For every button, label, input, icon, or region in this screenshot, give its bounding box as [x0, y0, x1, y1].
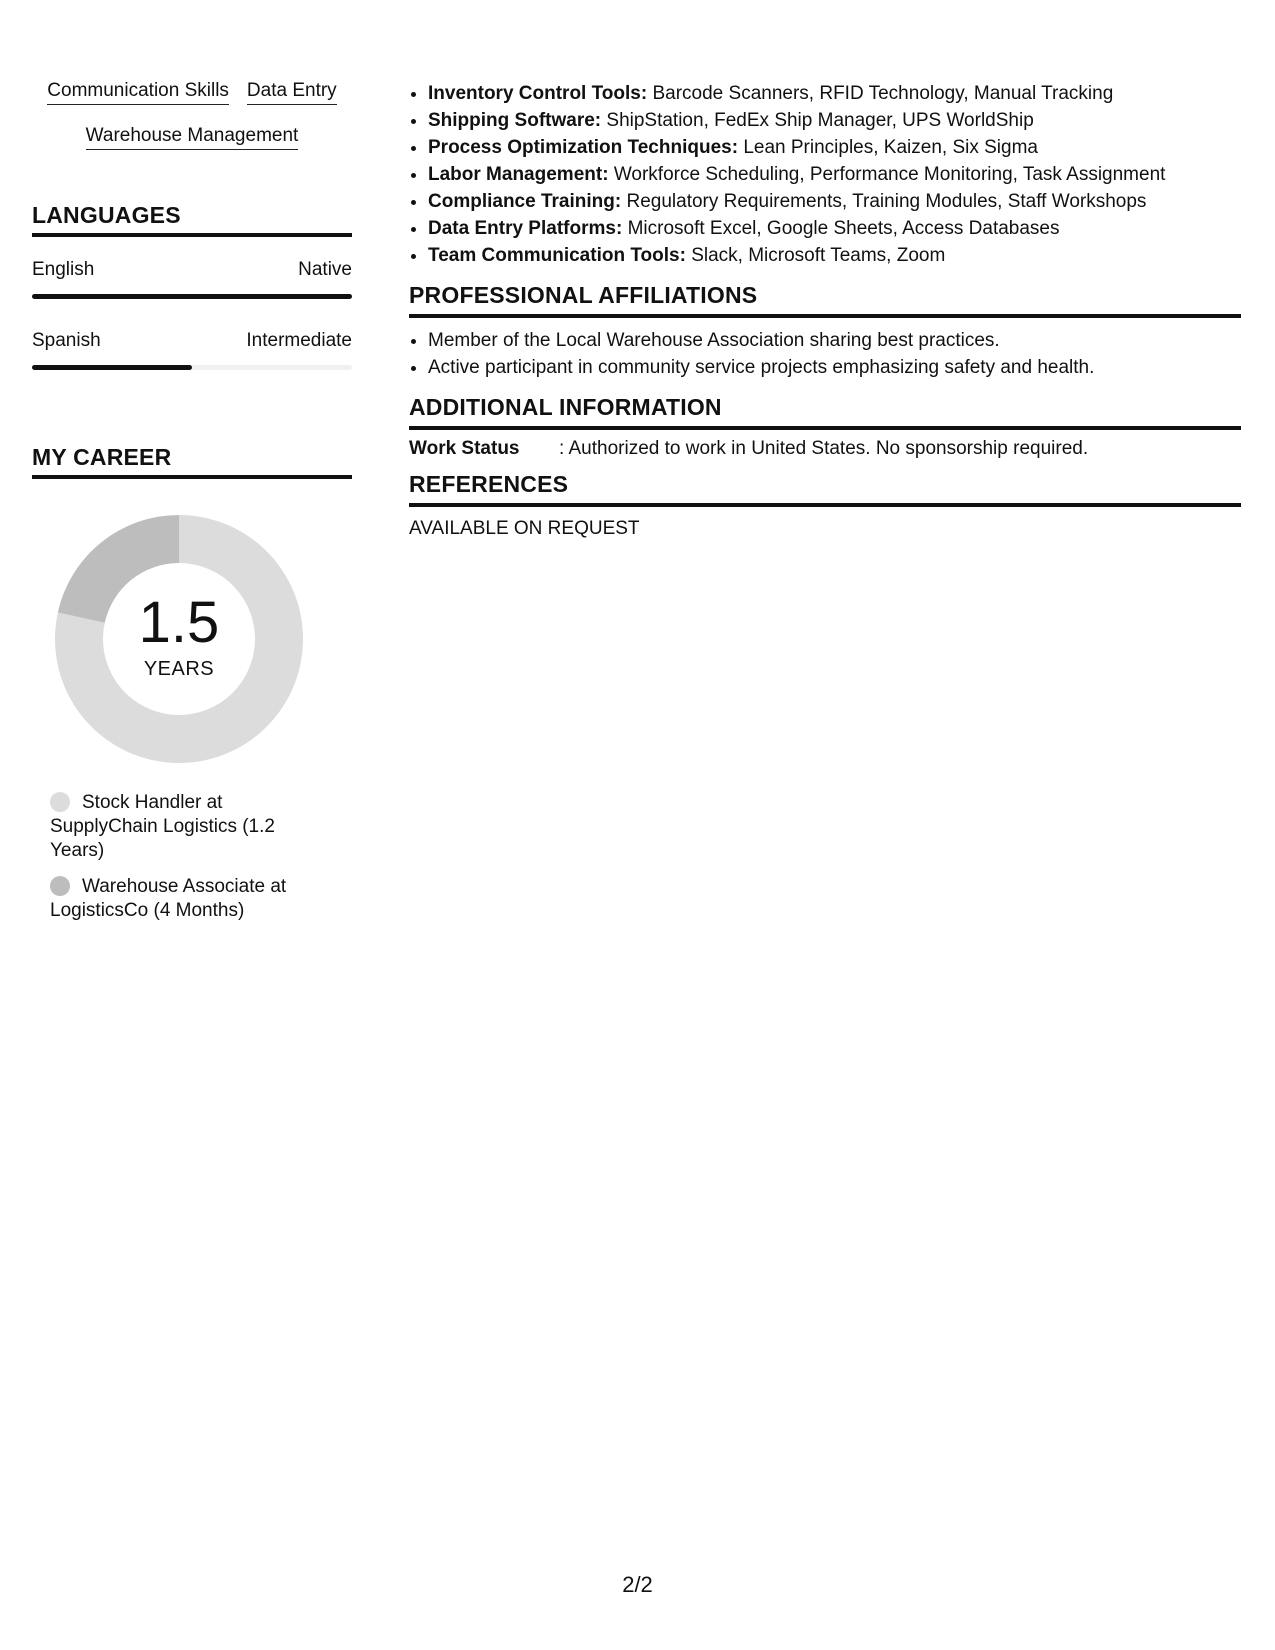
career-legend-item	[50, 791, 300, 863]
language-proficiency-fill	[32, 294, 352, 299]
career-heading: MY CAREER	[32, 444, 352, 479]
references-text: AVAILABLE ON REQUEST	[409, 518, 640, 539]
skill-tags	[32, 80, 352, 150]
skill-tag-data-entry[interactable]: Data Entry	[247, 80, 337, 105]
career-legend	[50, 791, 300, 923]
work-status-label: Work Status	[409, 438, 520, 459]
language-proficiency-bar	[32, 365, 352, 370]
language-proficiency-fill	[32, 365, 192, 370]
skill-tags-row-2	[32, 125, 352, 150]
skill-tag-communication[interactable]: Communication Skills	[47, 80, 229, 105]
career-total-value: 1.5	[138, 590, 220, 655]
work-status-row	[409, 438, 1241, 460]
career-role-label: Warehouse Associate at LogisticsCo (4 Months)	[50, 876, 287, 921]
tools-list	[409, 80, 1241, 269]
right-column	[409, 80, 1241, 540]
tools-list-item: • Shipping Software: ShipStation, FedEx Ship Manager, UPS WorldShip	[428, 107, 1241, 134]
language-item-english	[32, 259, 352, 299]
references-heading: REFERENCES	[409, 471, 1241, 507]
tools-list-item: • Compliance Training: Regulatory Requirements, Training Modules, Staff Workshops	[428, 188, 1241, 215]
language-name: Spanish	[32, 330, 101, 351]
legend-dot-icon	[50, 792, 70, 812]
additional-info-heading: ADDITIONAL INFORMATION	[409, 394, 1241, 430]
career-legend-item	[50, 875, 300, 923]
affiliations-heading: PROFESSIONAL AFFILIATIONS	[409, 282, 1241, 318]
career-donut-chart	[55, 515, 303, 763]
tools-list-item: • Data Entry Platforms: Microsoft Excel, Google Sheets, Access Databases	[428, 215, 1241, 242]
language-level: Native	[298, 259, 352, 280]
tools-list-item: • Team Communication Tools: Slack, Microsoft Teams, Zoom	[428, 242, 1241, 269]
page-number: 2/2	[622, 1572, 653, 1597]
affiliations-list	[409, 327, 1241, 381]
language-item-spanish	[32, 330, 352, 370]
tools-list-item: • Labor Management: Workforce Scheduling, Performance Monitoring, Task Assignment	[428, 161, 1241, 188]
affiliation-item: • Member of the Local Warehouse Association sharing best practices.	[428, 327, 1241, 354]
affiliation-item: • Active participant in community service projects emphasizing safety and health.	[428, 354, 1241, 381]
work-status-value: : Authorized to work in United States. No sponsorship required.	[559, 438, 1089, 459]
legend-dot-icon	[50, 876, 70, 896]
tools-list-item: • Process Optimization Techniques: Lean Principles, Kaizen, Six Sigma	[428, 134, 1241, 161]
languages-heading: LANGUAGES	[32, 202, 352, 237]
language-level: Intermediate	[246, 330, 352, 351]
skill-tag-warehouse-management[interactable]: Warehouse Management	[86, 125, 299, 150]
left-column	[32, 80, 352, 935]
language-proficiency-bar	[32, 294, 352, 299]
skill-tags-row-1	[32, 80, 352, 105]
career-role-label: Stock Handler at SupplyChain Logistics (1.2 Years)	[50, 792, 275, 861]
tools-list-item: • Inventory Control Tools: Barcode Scanners, RFID Technology, Manual Tracking	[428, 80, 1241, 107]
career-total-unit: YEARS	[143, 658, 215, 680]
language-name: English	[32, 259, 95, 280]
